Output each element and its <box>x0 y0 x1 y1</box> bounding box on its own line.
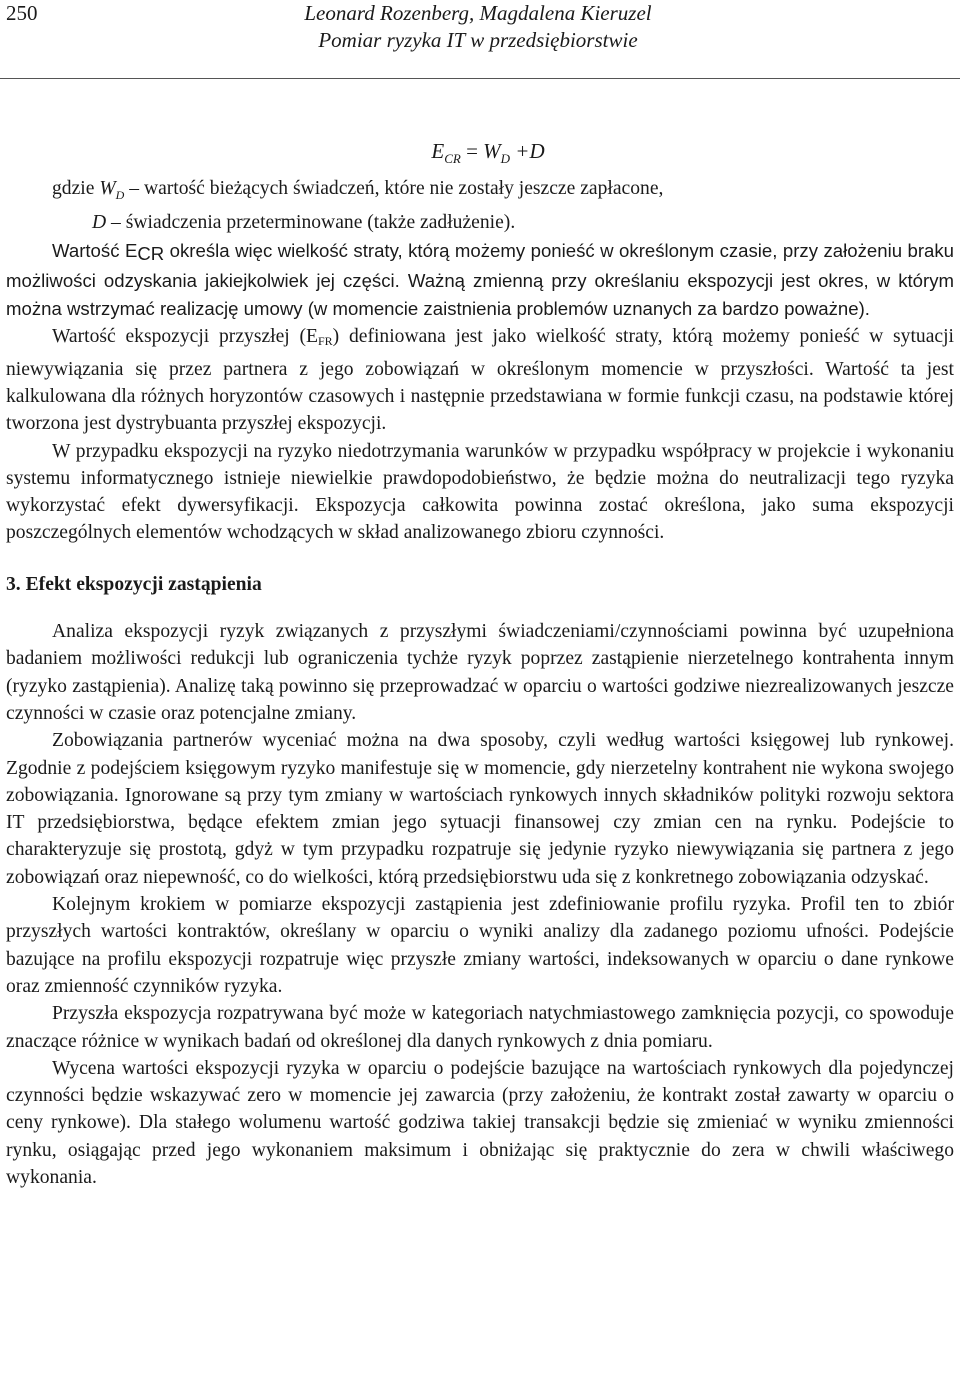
definition-d <box>6 209 954 236</box>
running-header <box>268 0 688 54</box>
definition-wd-text: – wartość bieżących świadczeń, które nie zostały jeszcze zapłacone, <box>124 178 664 199</box>
page-header <box>0 0 960 80</box>
paragraph-6: Kolejnym krokiem w pomiarze ekspozycji zastąpienia jest zdefiniowanie profilu ryzyka. Profil ten to zbiór przyszłych wartości kontraktów, określany w oparciu o wyniki analizy dla zadanego poziomu ufności. Podejście bazujące na profilu ekspozycji rozpatruje więc przyszłe zmiany wartości, indeksowanych w oparciu o dane rynkowe oraz zmienność czynników ryzyka. <box>6 894 954 997</box>
para2-a: Wartość ekspozycji przyszłej (E <box>52 326 318 348</box>
formula-w: W <box>483 139 501 163</box>
definition-prefix: gdzie <box>52 178 100 199</box>
paragraph-5: Zobowiązania partnerów wyceniać można na dwa sposoby, czyli według wartości księgowej lub rynkowej. Zgodnie z podejściem księgowym ryzyko manifestuje się w momencie, gdy nierzetelny kontrahent nie wykona swojego zobowiązania. Ignorowane są przy tym zmiany w wartościach rynkowych innych składników polityki rozwoju sektora IT przedsiębiorstwa, będące efektem zmian jego sytuacji finansowej czy zmian cen na rynku. Podejście to charakteryzuje się prostotą, gdyż w tym przypadku rozpatruje się jedynie ryzyko niewywiązania się partnera z jego zobowiązań oraz niepewność, co do wielkości, którą przedsiębiorstwu uda się z konkretnego zobowiązania odzyskać. <box>6 730 954 888</box>
paragraph-8: Wycena wartości ekspozycji ryzyka w oparciu o podejście bazujące na wartościach rynkowych dla pojedynczej czynności będzie wskazywać zero w momencie jej zawarcia (przy założeniu, że kontrakt został zawarty w oparciu o ceny rynkowe). Dla stałego wolumenu wartość godziwa takiej transakcji będzie się zmieniać w wyniku zmienności rynku, osiągając przed jego wykonaniem maksimum i obniżając się praktycznie do zera w chwili właściwego wykonania. <box>6 1057 954 1188</box>
definition-d-text: – świadczenia przeterminowane (także zadłużenie). <box>106 212 516 234</box>
paragraph-2 <box>6 323 954 437</box>
header-rule <box>0 78 960 79</box>
formula-equals: = <box>460 139 484 163</box>
definition-var-w: W <box>99 178 116 199</box>
paragraph-1 <box>6 237 954 324</box>
para1-b: określa więc wielkość straty, którą możemy ponieść w określonym czasie, przy założeniu braku możliwości odzyskania jakiejkolwiek jej części. <box>6 239 955 291</box>
running-header-title: Pomiar ryzyka IT w przedsiębiorstwie <box>318 28 638 52</box>
para1-a: Wartość E <box>52 239 138 261</box>
definition-wd <box>6 175 954 209</box>
para1-sub: CR <box>137 242 165 264</box>
section-heading: 3. Efekt ekspozycji zastąpienia <box>6 573 262 595</box>
paragraph-3: W przypadku ekspozycji na ryzyko niedotrzymania warunków w przypadku współpracy w projekcie i wykonaniu systemu informatycznego istnieje niewielkie prawdopodobieństwo, że będzie można do neutralizacji tego ryzyka wykorzystać efekt dywersyfikacji. Ekspozycja całkowita powinna zostać określona, jako suma ekspozycji poszczególnych elementów wchodzących w skład analizowanego zbioru czynności. <box>6 440 954 544</box>
definition-var-d: D <box>92 212 107 234</box>
formula-lhs: E <box>431 139 445 163</box>
page-body <box>6 175 954 1191</box>
formula-lhs-sub: CR <box>444 151 461 167</box>
formula-ecr <box>0 139 960 167</box>
page-number: 250 <box>6 1 38 25</box>
para2-sub: FR <box>317 334 333 349</box>
para2-b: ) definiowana jest jako wielkość straty, którą możemy ponieść w sytuacji niewywiązania się przez partnera z jego zobowiązań w określonym momencie w przyszłości. Wartość ta jest kalkulowana dla różnych horyzontów czasowych i następnie przedstawiana w formie funkcji czasu, na podstawie której tworzona jest dystrybuanta przyszłej ekspozycji. <box>6 326 954 435</box>
definition-var-w-sub: D <box>115 187 125 202</box>
paragraph-4: Analiza ekspozycji ryzyk związanych z przyszłymi świadczeniami/czynnościami powinna być uzupełniona badaniem możliwości redukcji lub ograniczenia tychże ryzyk poprzez zastąpienie nierzetelnego kontrahenta innym (ryzyko zastąpienia). Analizę taką powinno się przeprowadzać w oparciu o wartości godziwe niezrealizowanych jeszcze czynności w czasie oraz potencjalne zmiany. <box>6 621 954 724</box>
para1-c: Ważną zmienną przy określaniu ekspozycji jest okres, w którym można wstrzymać realizację umowy (w momencie zaistnienia problemów uznanych za bardzo poważne). <box>6 269 954 320</box>
running-header-authors: Leonard Rozenberg, Magdalena Kieruzel <box>304 1 652 25</box>
paragraph-7: Przyszła ekspozycja rozpatrywana być może w kategoriach natychmiastowego zamknięcia pozycji, co spowoduje znaczące różnice w wynikach badań od określonej dla danych rynkowych z dnia pomiaru. <box>6 1003 954 1052</box>
formula-w-sub: D <box>500 151 511 167</box>
formula-rest: +D <box>510 139 545 163</box>
